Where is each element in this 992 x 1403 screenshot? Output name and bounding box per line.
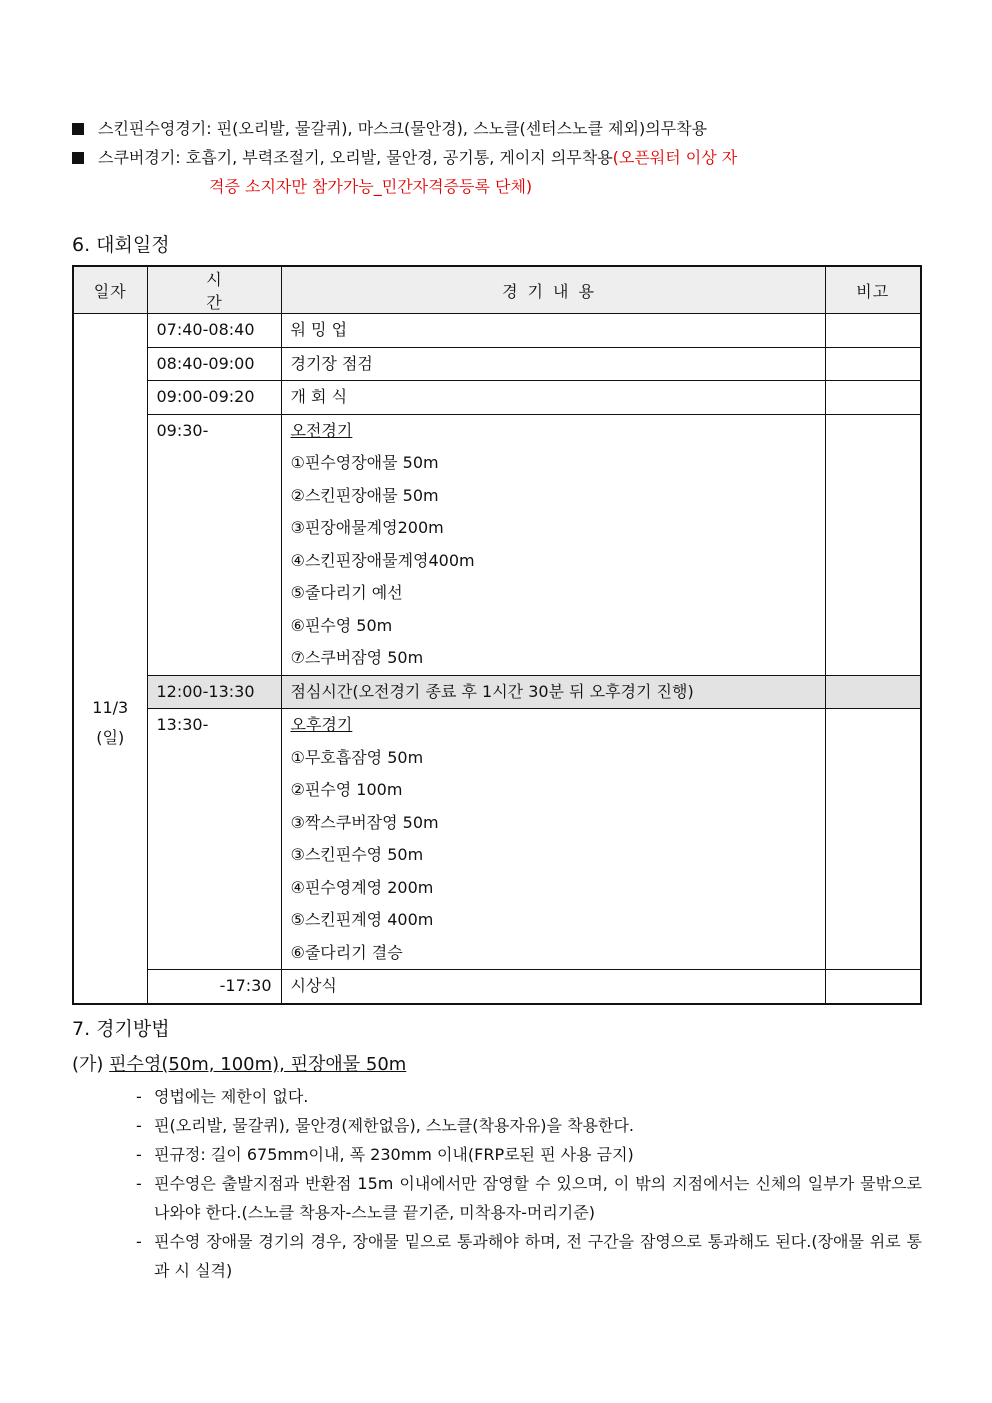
table-row-morning: [73, 414, 921, 675]
note-cell: [825, 347, 921, 381]
content-cell: 점심시간(오전경기 종료 후 1시간 30분 뒤 오후경기 진행): [281, 675, 825, 709]
dash-bullet: -: [136, 1087, 142, 1106]
requirement-scuba: [72, 143, 922, 201]
requirement-text: 스킨핀수영경기: 핀(오리발, 물갈퀴), 마스크(물안경), 스노클(센터스노클 제외)의무착용: [98, 119, 708, 138]
header-time: 시 간: [147, 266, 281, 314]
table-row-award: [73, 970, 921, 1004]
table-row: [73, 347, 921, 381]
list-item: [136, 1082, 922, 1111]
dash-bullet: -: [136, 1145, 142, 1164]
sub-section-title: 핀수영(50m, 100m), 핀장애물 50m: [109, 1054, 407, 1075]
square-bullet-icon: [72, 123, 84, 135]
event-item: ⑦스쿠버잠영 50m: [290, 648, 424, 667]
requirement-note-red-cont: 격증 소지자만 참가가능_민간자격증등록 단체): [209, 177, 533, 196]
event-item: ②핀수영 100m: [290, 780, 403, 799]
event-item: ③짝스쿠버잠영 50m: [290, 812, 439, 832]
content-cell: [281, 709, 825, 970]
dash-bullet: -: [136, 1116, 142, 1135]
note-cell: [825, 314, 921, 348]
time-cell: 09:30-: [147, 414, 281, 675]
sub-section-prefix: (가): [72, 1054, 104, 1075]
event-item: ③핀장애물계영200m: [290, 518, 444, 537]
rule-text: 핀수영은 출발지점과 반환점 15m 이내에서만 잠영할 수 있으며, 이 밖의 지점에서는 신체의 일부가 물밖으로 나와야 한다.(스노클 착용자-스노클 끝기준, 미착용자-머리기준): [154, 1174, 922, 1222]
header-content: 경기내용: [281, 266, 825, 314]
table-row: [73, 381, 921, 415]
event-item: ⑤줄다리기 예선: [290, 583, 403, 602]
time-cell: 07:40-08:40: [147, 314, 281, 348]
event-item: ③스킨핀수영 50m: [290, 845, 424, 864]
rule-text: 영법에는 제한이 없다.: [154, 1087, 309, 1106]
date-text: 11/3: [92, 698, 129, 718]
dash-bullet: -: [136, 1174, 142, 1193]
time-cell: 13:30-: [147, 709, 281, 970]
morning-title: 오전경기: [290, 420, 353, 440]
table-row: [73, 314, 921, 348]
list-item: [136, 1227, 922, 1285]
note-cell: [825, 381, 921, 415]
note-cell: [825, 414, 921, 675]
table-header-row: [73, 266, 921, 314]
note-cell: [825, 970, 921, 1004]
rules-list: [136, 1082, 922, 1285]
note-cell: [825, 709, 921, 970]
header-date: 일자: [73, 266, 147, 314]
time-cell: -17:30: [147, 970, 281, 1004]
square-bullet-icon: [72, 152, 84, 164]
event-item: ⑤스킨핀계영 400m: [290, 910, 434, 929]
list-item: [136, 1111, 922, 1140]
date-cell: [73, 314, 147, 1004]
event-item: ④핀수영계영 200m: [290, 877, 434, 897]
event-item: ①핀수영장애물 50m: [290, 453, 439, 472]
time-cell: 12:00-13:30: [147, 675, 281, 709]
event-item: ①무호흡잠영 50m: [290, 747, 424, 767]
event-item: ⑥핀수영 50m: [290, 615, 393, 635]
table-row-lunch: [73, 675, 921, 709]
requirement-note-red: (오픈워터 이상 자: [612, 148, 738, 167]
sub-section-heading: [72, 1052, 406, 1078]
day-text: (일): [96, 728, 125, 748]
requirement-skin-fin: [72, 114, 922, 143]
content-cell: 워 밍 업: [281, 314, 825, 348]
time-cell: 09:00-09:20: [147, 381, 281, 415]
rule-text: 핀수영 장애물 경기의 경우, 장애물 밑으로 통과해야 하며, 전 구간을 잠영으로 통과해도 된다.(장애물 위로 통과 시 실격): [154, 1232, 922, 1280]
event-item: ⑥줄다리기 결승: [290, 942, 403, 962]
content-cell: 경기장 점검: [281, 347, 825, 381]
list-item: [136, 1140, 922, 1169]
rule-text: 핀규정: 길이 675mm이내, 폭 230mm 이내(FRP로된 핀 사용 금지): [154, 1145, 634, 1164]
table-row-afternoon: [73, 709, 921, 970]
afternoon-title: 오후경기: [290, 715, 353, 734]
section-title-method: 7. 경기방법: [72, 1018, 170, 1040]
time-cell: 08:40-09:00: [147, 347, 281, 381]
content-cell: [281, 414, 825, 675]
event-item: ④스킨핀장애물계영400m: [290, 550, 475, 570]
list-item: [136, 1169, 922, 1227]
content-cell: 시상식: [281, 970, 825, 1004]
requirement-text: 스쿠버경기: 호흡기, 부력조절기, 오리발, 물안경, 공기통, 게이지 의무착용: [98, 148, 613, 167]
dash-bullet: -: [136, 1232, 142, 1251]
event-item: ②스킨핀장애물 50m: [290, 485, 439, 505]
section-title-schedule: 6. 대회일정: [72, 234, 170, 256]
rule-text: 핀(오리발, 물갈퀴), 물안경(제한없음), 스노클(착용자유)을 착용한다.: [154, 1116, 634, 1135]
header-note: 비고: [825, 266, 921, 314]
content-cell: 개 회 식: [281, 381, 825, 415]
note-cell: [825, 675, 921, 709]
schedule-table: [72, 265, 922, 1005]
